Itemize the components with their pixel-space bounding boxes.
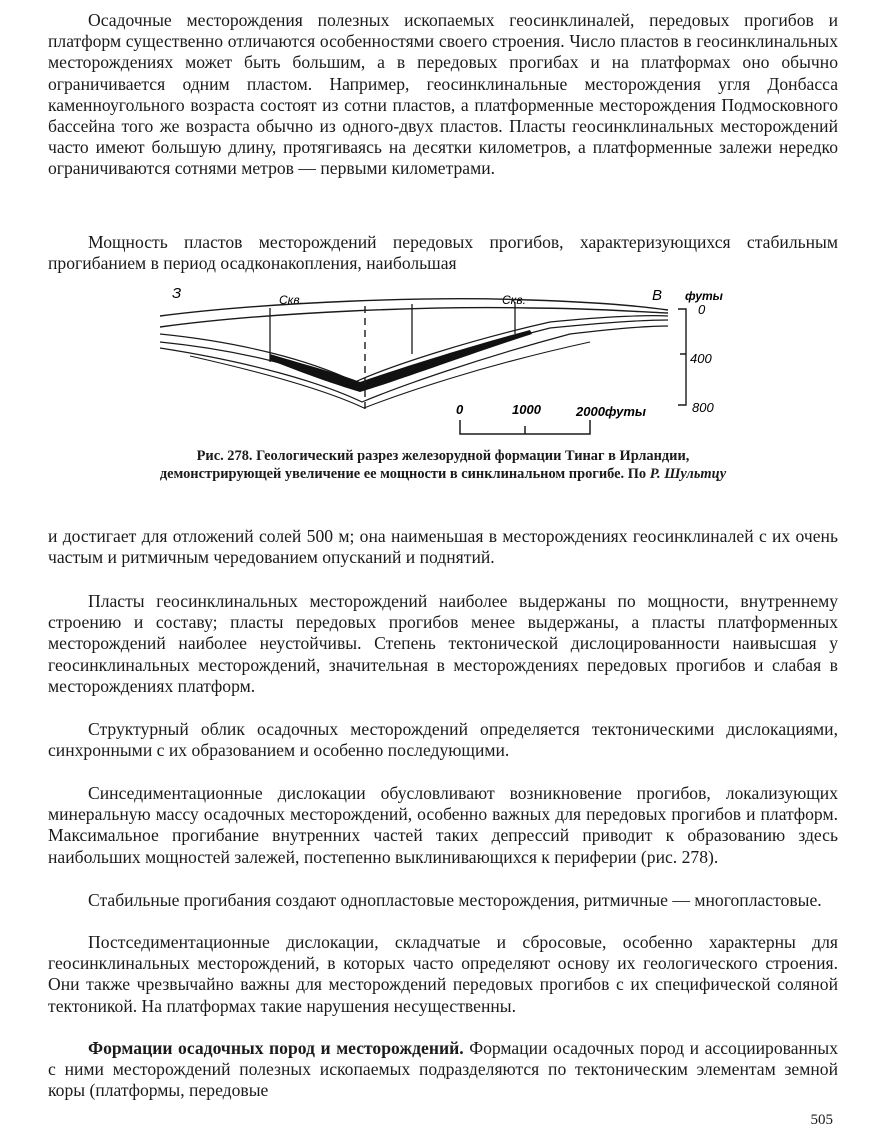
label-east: В [652, 287, 663, 304]
paragraph-1: Осадочные месторождения полезных ископаемых геосинклиналей, передовых прогибов и платформ существенно отличаются особенностями своего строения. Число пластов в геосинклинальных месторождениях может быть большим, а в передовых прогибах и на платформах оно обычно ограничивается одним пластом. Например, геосинклинальные месторождения угля Донбасса каменноугольного возраста состоят из сотни пластов, а платформенные месторождения Подмосковного бассейна того же возраста обычно из одного-двух пластов. Пласты геосинклинальных месторождений часто имеют большую длину, протягиваясь на десятки километров, а платформенные залежи нередко ограничиваются сотнями метров — первыми километрами. [48, 10, 838, 179]
paragraph-3: и достигает для отложений солей 500 м; она наименьшая в месторождениях геосинклиналей с их очень частым и ритмичным чередованием опусканий и поднятий. [48, 526, 838, 568]
paragraph-9-text: Формации осадочных пород и ассоциированных с ними месторождений полезных ископаемых подразделяются по тектоническим элементам земной коры (платформы, передовые [48, 1038, 838, 1101]
well-label-1: Скв. [279, 293, 303, 307]
horizontal-scale-bar [460, 420, 590, 434]
ore-layer [270, 330, 532, 392]
well-label-2: Скв. [502, 293, 526, 307]
paragraph-7: Стабильные прогибания создают однопластовые месторождения, ритмичные — многопластовые. [88, 890, 822, 910]
depth-tick-400: 400 [690, 351, 712, 366]
caption-text: Рис. 278. Геологический разрез железорудной формации Тинаг в Ирландии, демонстрирующей увеличение ее мощности в синклинальном прогибе. По [159, 448, 690, 482]
scale-tick-0: 0 [456, 402, 464, 417]
section-heading: Формации осадочных пород и месторождений. [88, 1038, 464, 1058]
layer-line-2 [160, 320, 668, 390]
page-number: 505 [810, 1112, 833, 1128]
surface-line [160, 299, 668, 316]
scale-tick-1000: 1000 [512, 402, 541, 417]
depth-tick-800: 800 [692, 400, 714, 415]
scale-tick-2000: 2000футы [576, 404, 646, 419]
paragraph-6: Синседиментационные дислокации обусловливают возникновение прогибов, локализующих минеральную массу осадочных месторождений, особенно важных для передовых прогибов и платформ. Максимальное прогибание внутренних частей таких депрессий приводит к образованию здесь наибольших мощностей залежей, постепенно выклинивающихся к периферии (рис. 278). [48, 783, 838, 867]
paragraph-5: Структурный облик осадочных месторождений определяется тектоническими дислокациями, синхронными с их образованием и особенно последующими. [48, 719, 838, 761]
paragraph-2: Мощность пластов месторождений передовых прогибов, характеризующихся стабильным прогибанием в период осадконакопления, наибольшая [48, 232, 838, 274]
depth-scale-bar [678, 309, 686, 405]
paragraph-8: Постседиментационные дислокации, складчатые и сбросовые, особенно характерны для геосинклинальных месторождений, в которых часто определяют основу их геологического строения. Они также чрезвычайно важны для месторождений передовых прогибов с их специфической соляной тектоникой. На платформах такие нарушения несущественны. [48, 932, 838, 1016]
depth-tick-0: 0 [698, 302, 706, 317]
caption-author: Р. Шультцу [649, 465, 727, 482]
paragraph-4: Пласты геосинклинальных месторождений наиболее выдержаны по мощности, внутреннему строению и составу; пласты передовых прогибов менее выдержаны, а пласты платформенных месторождений наиболее неустойчивы. Степень тектонической дислоцированности наивысшая у геосинклинальных месторождений, значительная в месторождениях передовых прогибов и слабая в месторождениях платформ. [48, 591, 838, 696]
geological-section-diagram [150, 282, 740, 442]
figure-caption [148, 448, 738, 483]
geological-section-figure [150, 282, 740, 442]
label-west: З [172, 285, 182, 302]
paragraph-9 [48, 1038, 838, 1102]
depth-unit-label: футы [685, 289, 723, 303]
